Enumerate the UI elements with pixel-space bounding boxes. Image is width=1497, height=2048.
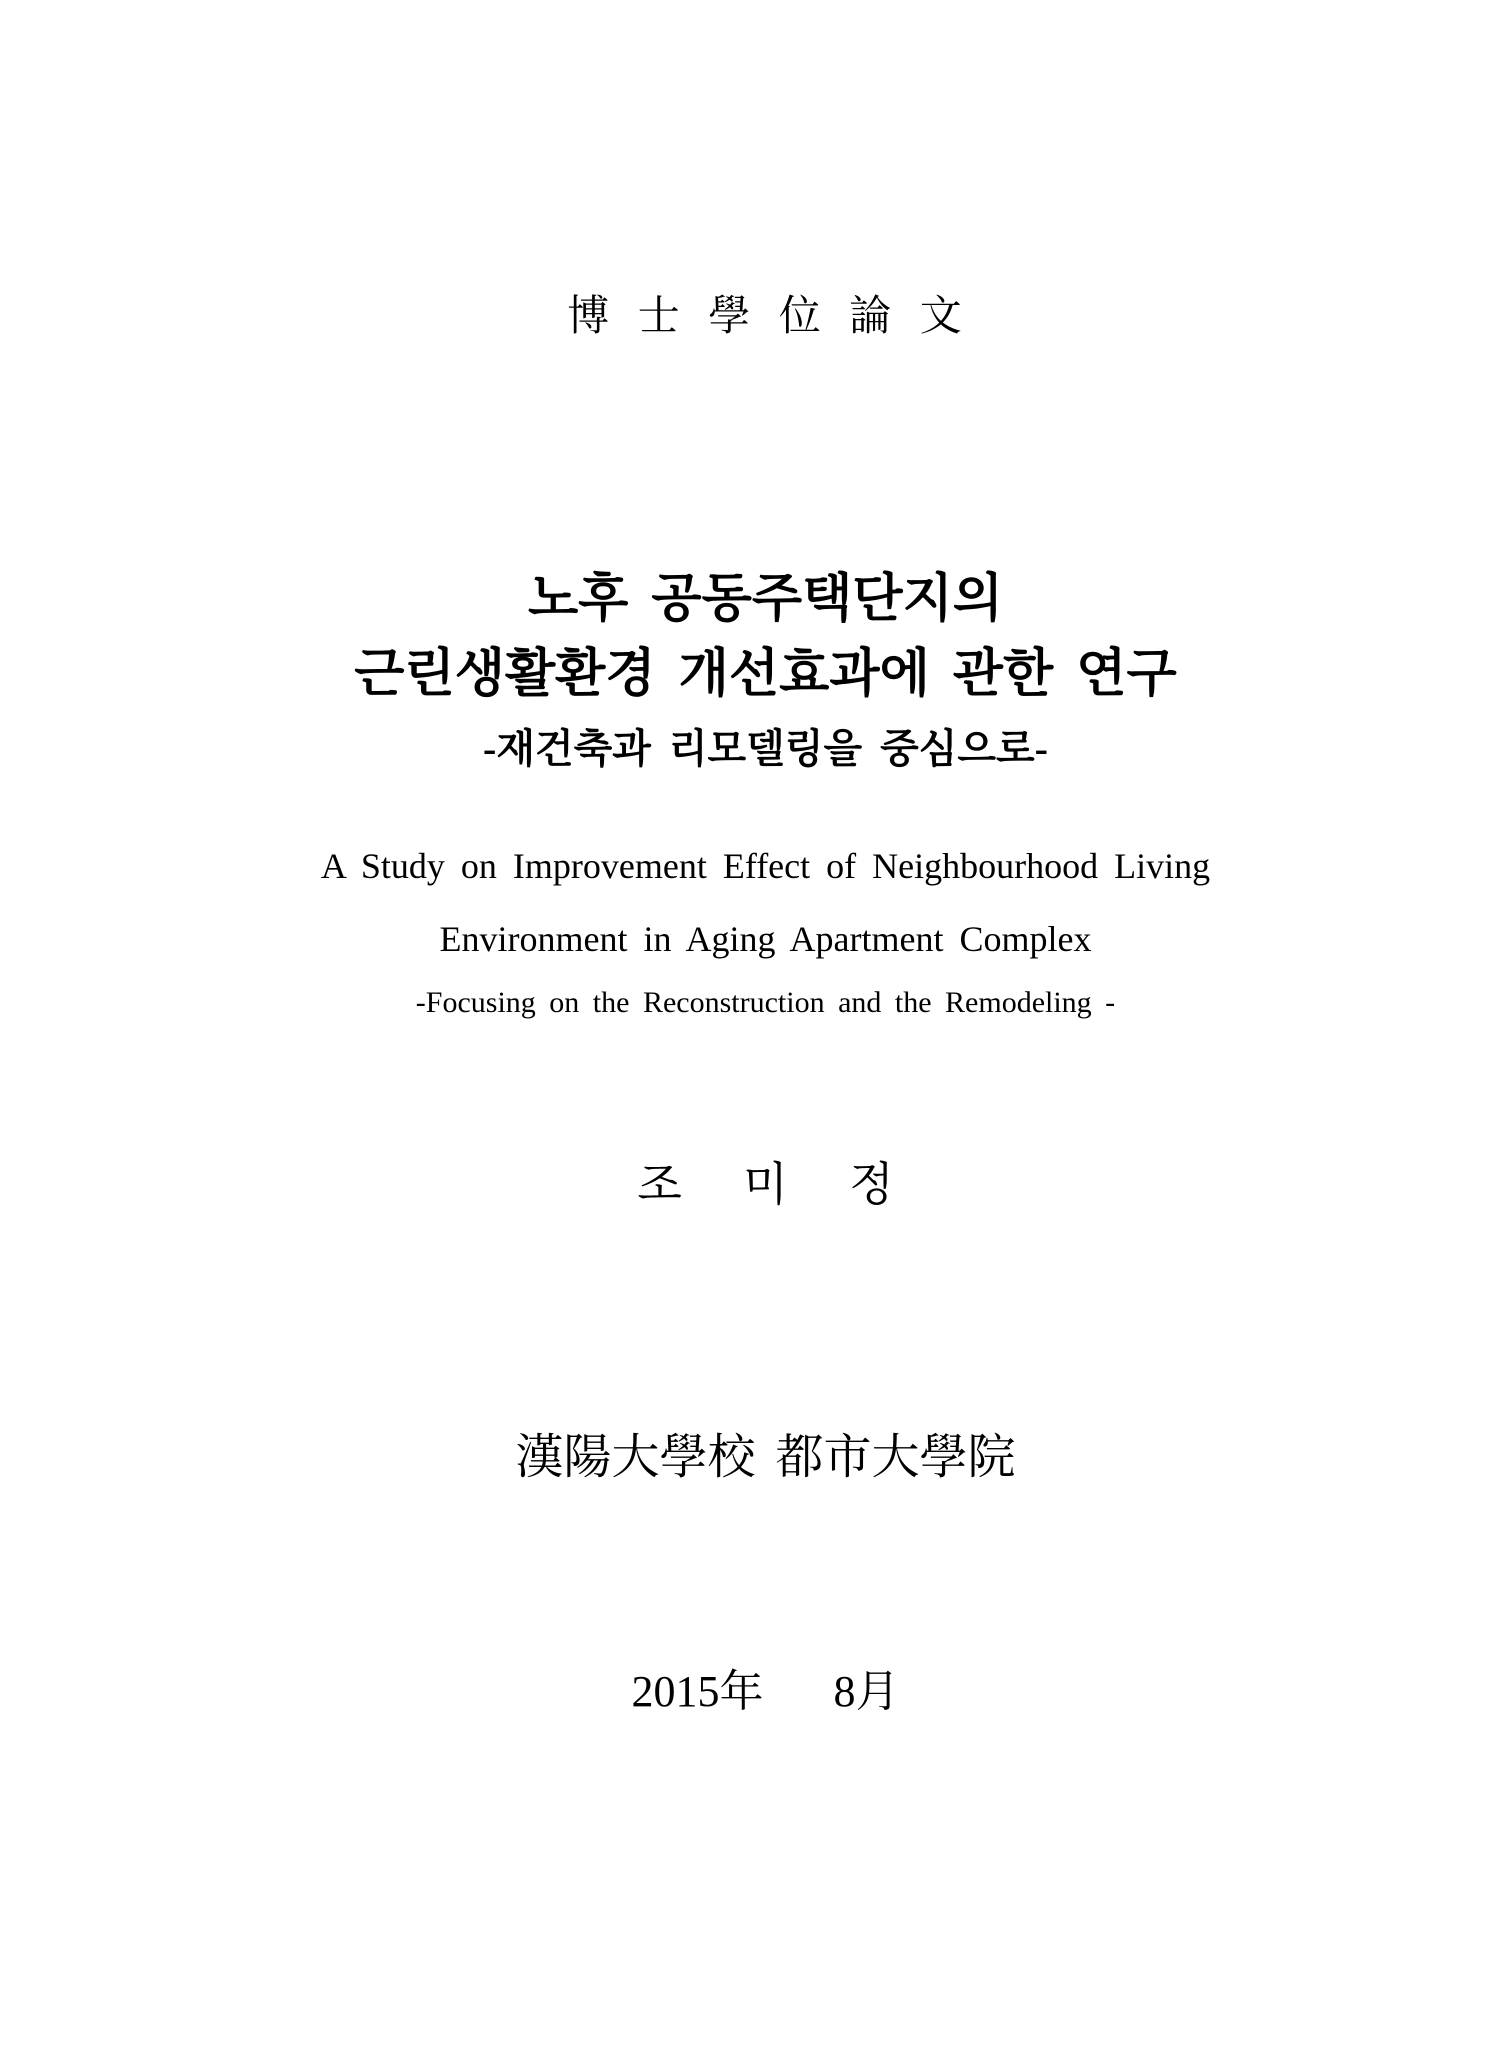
korean-title-line2: 근린생활환경 개선효과에 관한 연구 xyxy=(354,646,1177,703)
author-name: 조 미 정 xyxy=(637,1159,894,1210)
korean-subtitle: -재건축과 리모델링을 중심으로- xyxy=(483,726,1048,771)
english-title-line2: Environment in Aging Apartment Complex xyxy=(439,919,1092,959)
english-subtitle: -Focusing on the Reconstruction and the Remodeling - xyxy=(415,986,1116,1019)
institution-name: 漢陽大學校 都市大學院 xyxy=(515,1431,1016,1484)
degree-type-label: 博 士 學 位 論 文 xyxy=(567,294,964,340)
publication-year: 2015年 xyxy=(631,1667,764,1716)
korean-title-line1: 노후 공동주택단지의 xyxy=(527,571,1004,628)
publication-month: 8月 xyxy=(833,1667,900,1716)
english-title-line1: A Study on Improvement Effect of Neighbourhood Living xyxy=(320,846,1211,886)
publication-date xyxy=(34,1655,1497,1719)
